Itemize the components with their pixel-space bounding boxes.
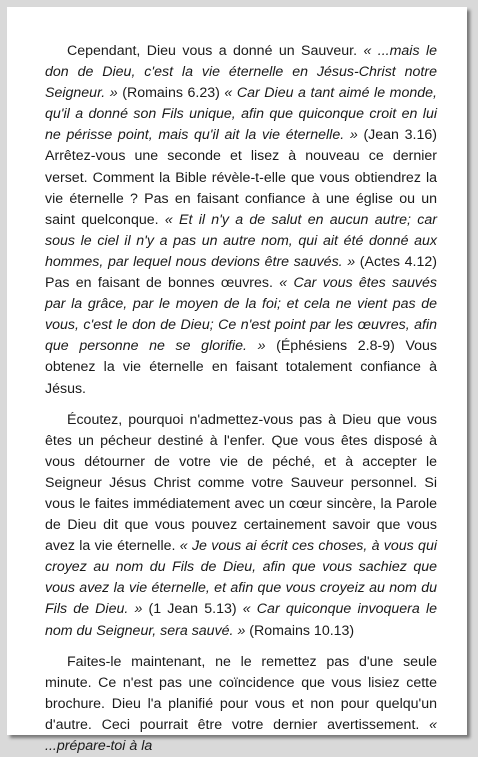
scripture-quote: « Car quiconque invoquera le nom du Seigneur, sera sauvé. » bbox=[45, 601, 437, 639]
scripture-quote: « Car vous êtes sauvés par la grâce, par le moyen de la foi; et cela ne vient pas de vous, c'est le don de Dieu; Ce n'est point par les œuvres, afin que personne ne se glorifie. » bbox=[45, 275, 438, 355]
text-run: Faites-le maintenant, ne le remettez pas d'une seule minute. Ce n'est pas une coïncidence que vous lisiez cette brochure. Dieu l'a planifié pour vous et non pour quelqu'un d'autre. Ceci pourrait être votre dernier avertissement. bbox=[45, 653, 437, 733]
scripture-quote: « Et il n'y a de salut en aucun autre; car sous le ciel il n'y a pas un autre nom, qui ait été donné aux hommes, par lequel nous devions être sauvés. » bbox=[45, 211, 437, 270]
scripture-quote: « Je vous ai écrit ces choses, à vous qui croyez au nom du Fils de Dieu, afin que vous sachiez que vous avez la vie éternelle, et afin que vous croyeiz au nom du Fils de Dieu. » bbox=[45, 538, 437, 618]
text-run: Écoutez, pourquoi n'admettez-vous pas à Dieu que vous êtes un pécheur destiné à l'enfer. Que vous êtes disposé à vous détourner de votre vie de péché, et à accepter le Seigneur Jésus Christ comme votre Sauveur personnel. Si vous le faites immédiatement avec un cœur sincère, la Parole de Dieu dit que vous pouvez certainement savoir que vous avez la vie éternelle. bbox=[45, 411, 437, 555]
paragraph bbox=[45, 41, 437, 400]
paragraph bbox=[45, 410, 437, 642]
text-run: (Éphésiens 2.8-9) Vous obtenez la vie éternelle en faisant totalement confiance à Jésus. bbox=[45, 338, 438, 397]
text-run: (Jean 3.16) Arrêtez-vous une seconde et lisez à nouveau ce dernier verset. Comment la Bible révèle-t-elle que vous obtiendrez la vie éternelle ? Pas en faisant confiance à une église ou un saint quelconque. bbox=[45, 127, 437, 228]
body-text bbox=[45, 41, 437, 757]
scripture-quote: « ...mais le don de Dieu, c'est la vie éternelle en Jésus-Christ notre Seigneur. » bbox=[45, 43, 437, 102]
text-run: (1 Jean 5.13) bbox=[142, 601, 243, 618]
paragraph bbox=[45, 652, 437, 757]
text-run: (Actes 4.12) Pas en faisant de bonnes œuvres. bbox=[45, 253, 437, 292]
scripture-quote: « Car Dieu a tant aimé le monde, qu'il a donné son Fils unique, afin que quiconque croit en lui ne périsse point, mais qu'il ait la vie éternelle. » bbox=[45, 85, 437, 144]
text-run: (Romains 6.23) bbox=[117, 85, 225, 102]
document-page bbox=[7, 7, 467, 754]
text-run: (Romains 10.13) bbox=[245, 622, 355, 639]
text-run: Cependant, Dieu vous a donné un Sauveur. bbox=[67, 43, 364, 59]
scripture-quote: « ...prépare-toi à la bbox=[45, 716, 437, 754]
